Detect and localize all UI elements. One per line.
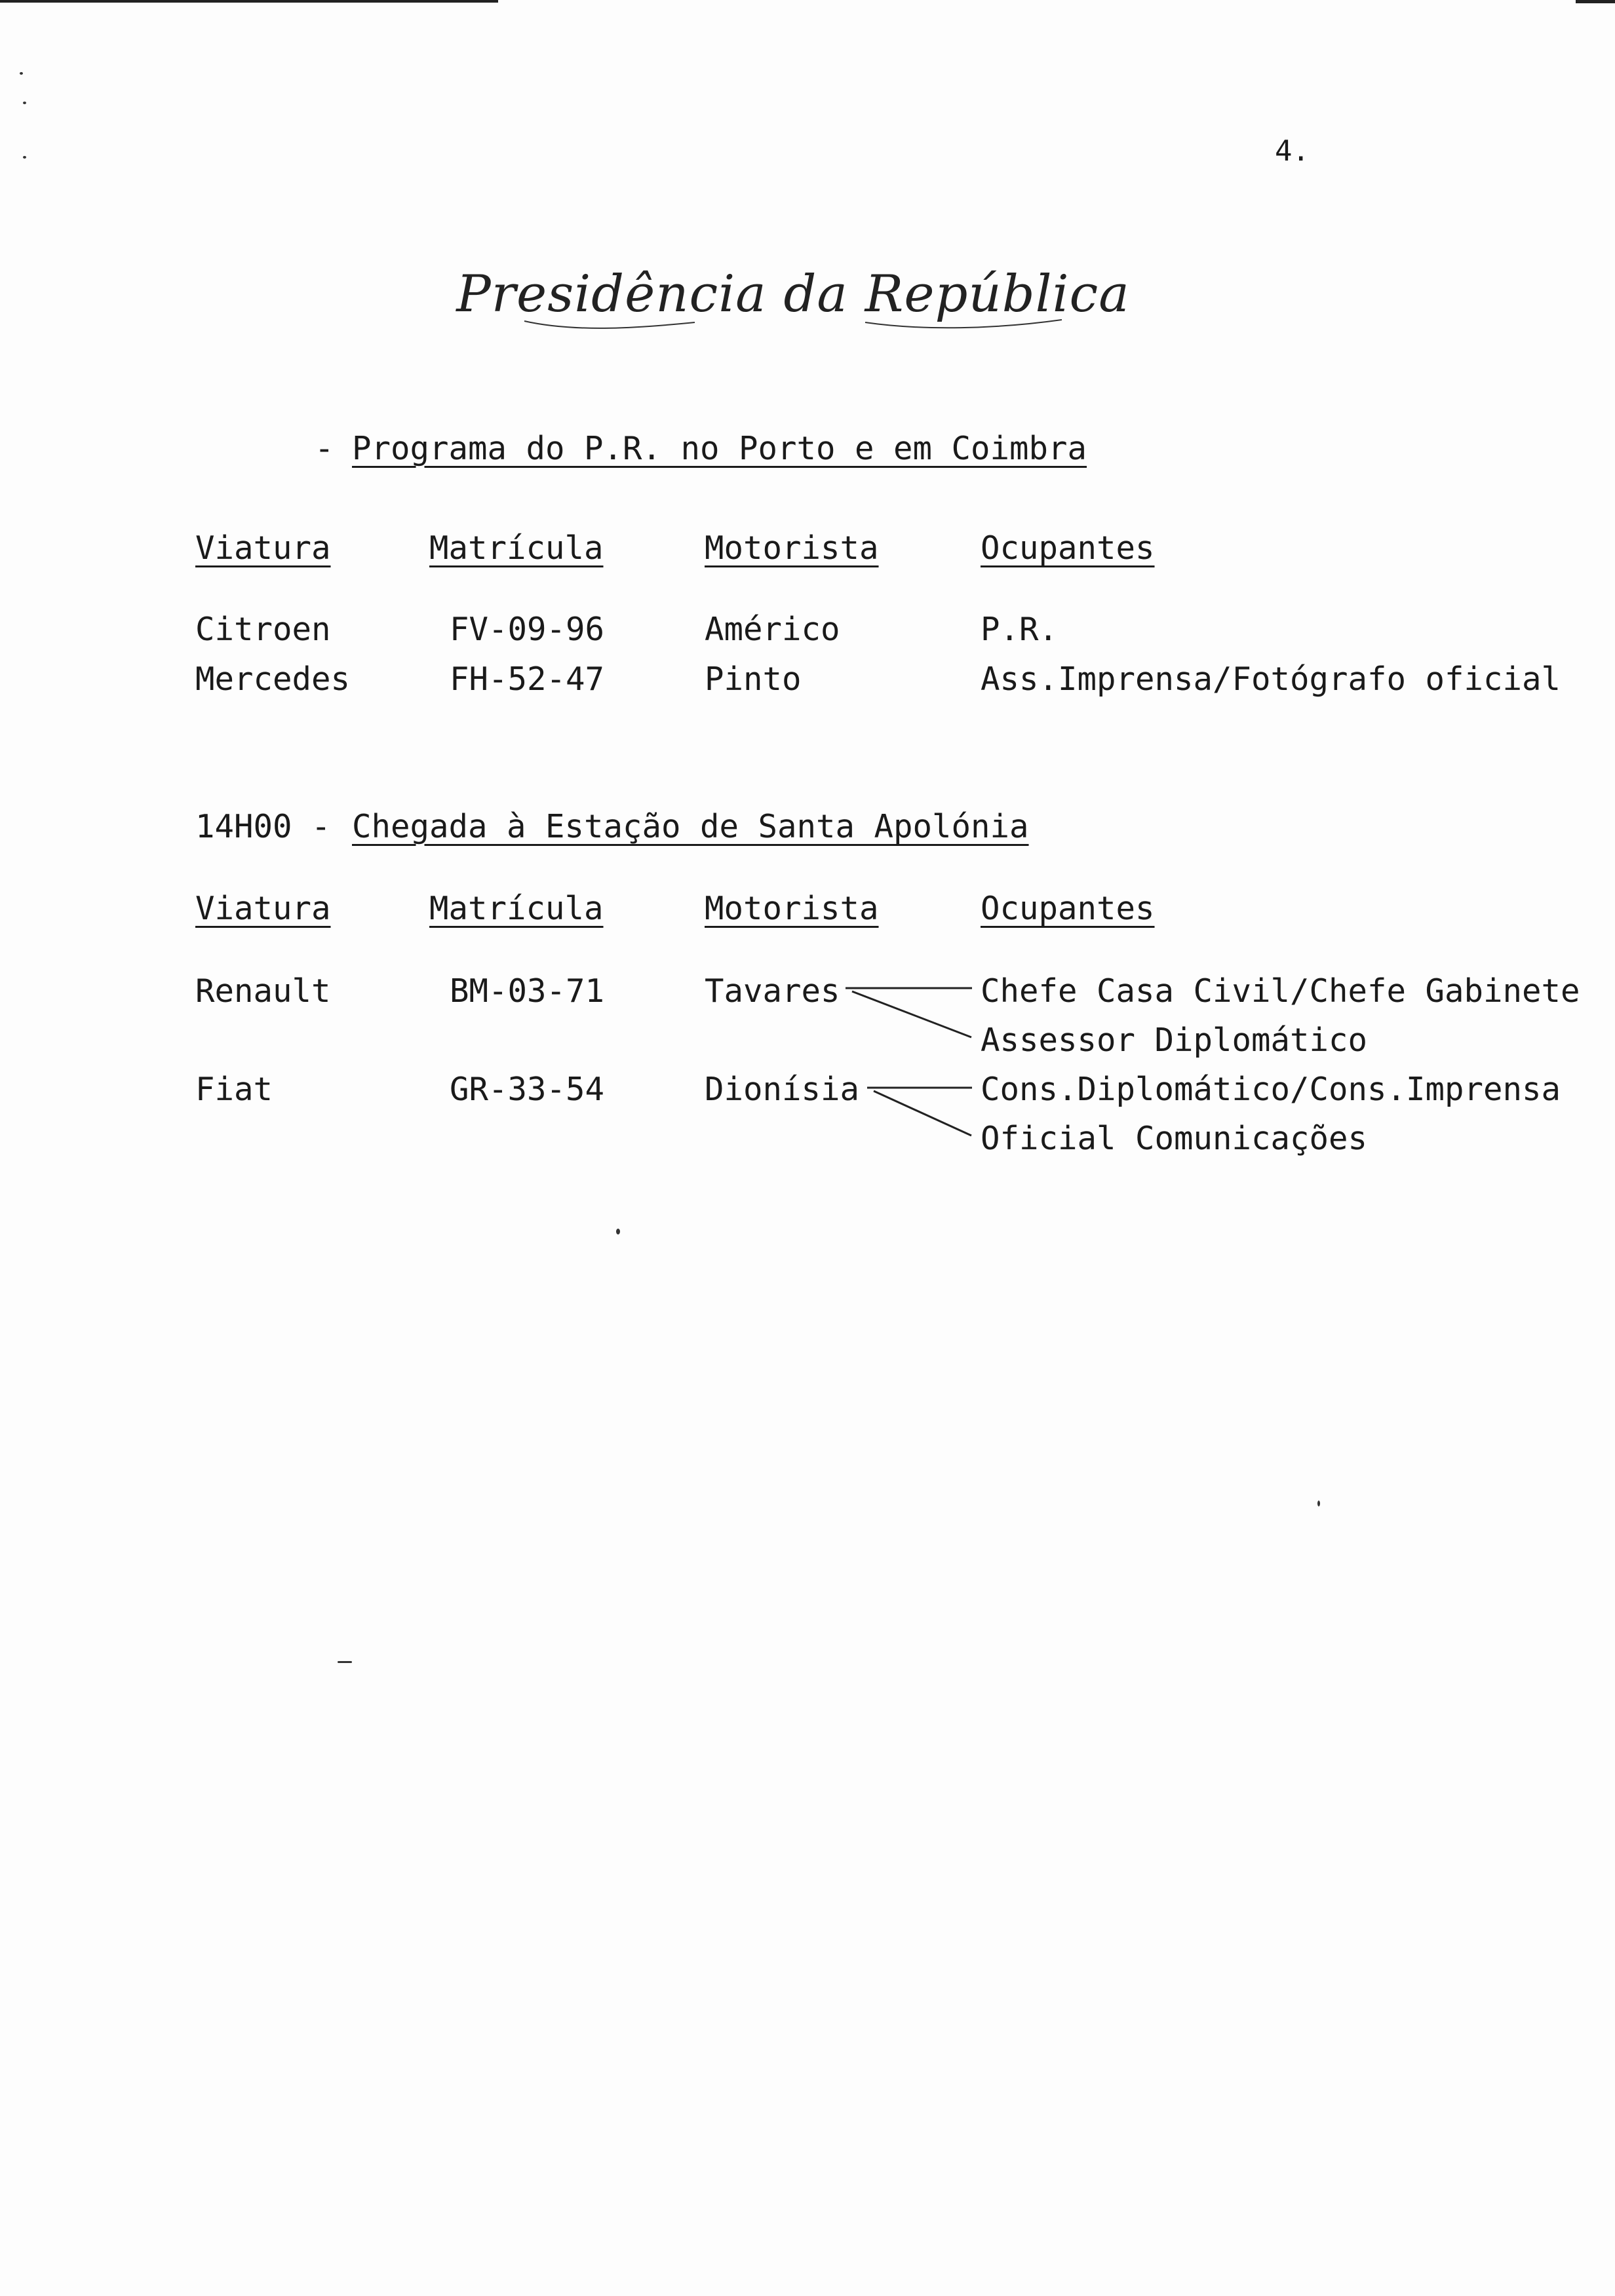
table-cell-driver: Pinto: [705, 660, 802, 698]
table-cell-driver: Tavares: [705, 972, 840, 1010]
table-cell-vehicle: Renault: [195, 972, 331, 1010]
scan-speck: [616, 1229, 620, 1234]
scan-speck: [23, 102, 26, 104]
table-cell-occupant: Assessor Diplomático: [981, 1022, 1368, 1059]
section1-header-vehicle: Viatura: [195, 529, 331, 567]
section1-header-plate: Matrícula: [429, 529, 604, 567]
page-number: 4.: [1275, 134, 1310, 168]
scan-speck: [338, 1661, 352, 1663]
connector-line: [852, 991, 971, 1037]
table-cell-occupant: Cons.Diplomático/Cons.Imprensa: [981, 1071, 1561, 1108]
table-cell-occupant: Oficial Comunicações: [981, 1120, 1368, 1157]
table-cell-plate: FH-52-47: [450, 660, 605, 698]
scan-edge: [1576, 0, 1615, 3]
section1-header-occupants: Ocupantes: [981, 529, 1155, 567]
section2-header-occupants: Ocupantes: [981, 890, 1155, 927]
scan-speck: [1317, 1501, 1320, 1506]
table-cell-vehicle: Citroen: [195, 611, 331, 648]
section1-header-driver: Motorista: [705, 529, 879, 567]
section2-header-vehicle: Viatura: [195, 890, 331, 927]
section2-header-plate: Matrícula: [429, 890, 604, 927]
svg-text:Presidência da República: Presidência da República: [456, 265, 1130, 324]
connector-line: [874, 1091, 971, 1136]
table-cell-vehicle: Mercedes: [195, 660, 351, 698]
table-cell-occupant: Ass.Imprensa/Fotógrafo oficial: [981, 660, 1561, 698]
table-cell-driver: Dionísia: [705, 1071, 860, 1108]
table-cell-vehicle: Fiat: [195, 1071, 273, 1108]
section2-title: Chegada à Estação de Santa Apolónia: [352, 808, 1029, 845]
table-cell-plate: BM-03-71: [450, 972, 605, 1010]
section2-time: 14H00 -: [195, 808, 331, 845]
table-cell-plate: FV-09-96: [450, 611, 605, 648]
table-cell-plate: GR-33-54: [450, 1071, 605, 1108]
table-cell-occupant: P.R.: [981, 611, 1059, 648]
scan-speck: [20, 72, 23, 75]
scan-edge: [0, 0, 498, 3]
section2-header-driver: Motorista: [705, 890, 879, 927]
section1-title: Programa do P.R. no Porto e em Coimbra: [352, 430, 1087, 467]
section1-dash: -: [315, 430, 334, 467]
table-cell-driver: Américo: [705, 611, 840, 648]
scan-speck: [23, 156, 26, 159]
table-cell-occupant: Chefe Casa Civil/Chefe Gabinete: [981, 972, 1580, 1010]
letterhead-logo: [456, 249, 1130, 341]
